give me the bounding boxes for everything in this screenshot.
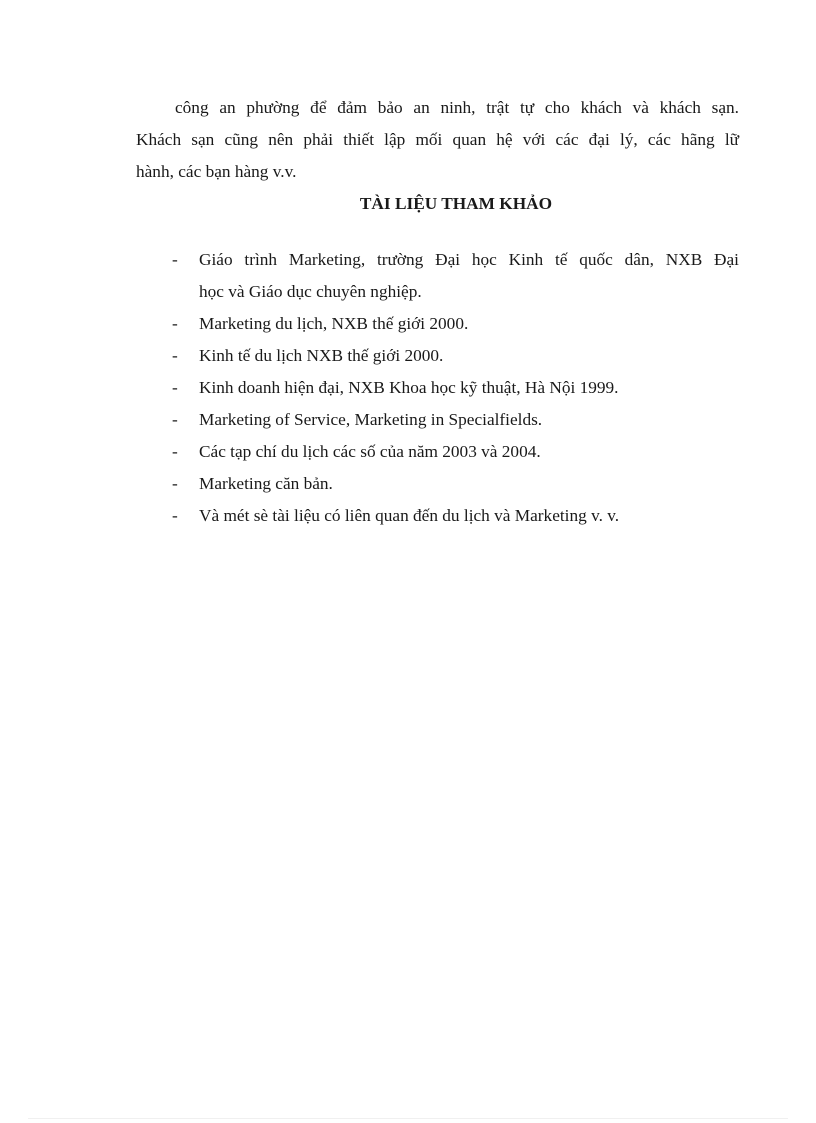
references-heading: TÀI LIỆU THAM KHẢO xyxy=(359,194,553,213)
paragraph-line: Khách sạn cũng nên phải thiết lập mối quan hệ với các đại lý, các hãng lữ xyxy=(136,130,739,149)
reference-item xyxy=(172,340,739,372)
list-dash: - xyxy=(172,442,178,461)
reference-item xyxy=(172,436,739,468)
page-bottom-divider xyxy=(28,1118,788,1119)
reference-text: Marketing căn bản. xyxy=(199,474,333,493)
reference-text: Marketing du lịch, NXB thế giới 2000. xyxy=(199,314,469,333)
paragraph-line: hành, các bạn hàng v.v. xyxy=(136,162,297,181)
reference-item xyxy=(172,372,739,404)
reference-text: Và mét sè tài liệu có liên quan đến du lịch và Marketing v. v. xyxy=(199,506,620,525)
paragraph-line: công an phường để đảm bảo an ninh, trật tự cho khách và khách sạn. xyxy=(175,98,739,117)
references-list xyxy=(172,244,739,532)
list-dash: - xyxy=(172,378,178,397)
reference-item xyxy=(172,500,739,532)
list-dash: - xyxy=(172,506,178,525)
reference-text: Các tạp chí du lịch các số của năm 2003 và 2004. xyxy=(199,442,541,461)
reference-line: Giáo trình Marketing, trường Đại học Kinh tế quốc dân, NXB Đại xyxy=(199,250,739,269)
reference-text: Kinh tế du lịch NXB thế giới 2000. xyxy=(199,346,444,365)
reference-line: học và Giáo dục chuyên nghiệp. xyxy=(199,282,422,301)
reference-item xyxy=(172,244,739,308)
reference-item xyxy=(172,468,739,500)
reference-text xyxy=(199,244,739,308)
list-dash: - xyxy=(172,314,178,333)
reference-item xyxy=(172,308,739,340)
closing-paragraph xyxy=(136,92,739,188)
list-dash: - xyxy=(172,474,178,493)
reference-text: Kinh doanh hiện đại, NXB Khoa học kỹ thuật, Hà Nội 1999. xyxy=(199,378,619,397)
reference-text: Marketing of Service, Marketing in Specialfields. xyxy=(199,410,543,429)
reference-item xyxy=(172,404,739,436)
list-dash: - xyxy=(172,250,178,269)
list-dash: - xyxy=(172,346,178,365)
list-dash: - xyxy=(172,410,178,429)
